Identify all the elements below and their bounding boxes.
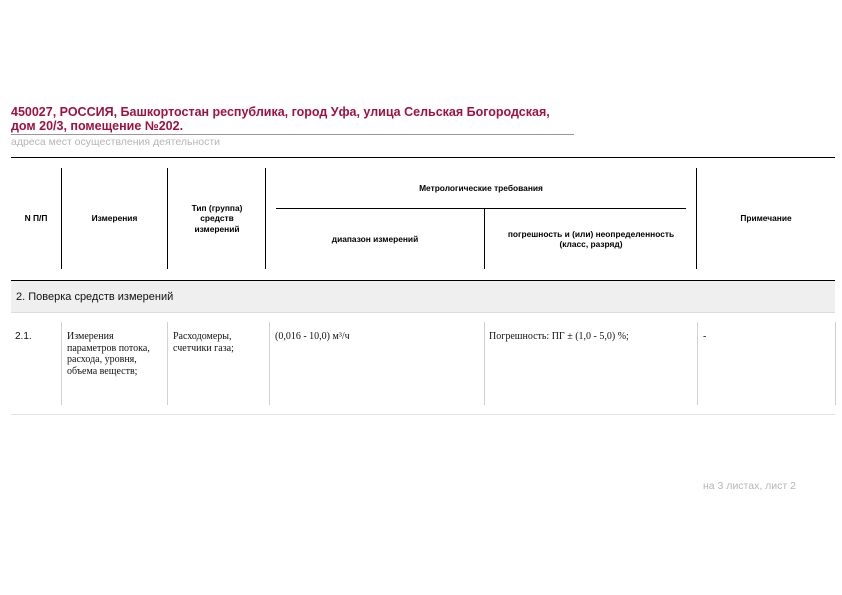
header-instrument-type: Тип (группа) средств измерений [191,202,243,234]
header-measurements: Измерения [91,213,138,224]
cell-note: - [703,331,707,342]
header-measurement-range: диапазон измерений [331,233,419,244]
address-underline [11,134,574,135]
cell-measurement-range: (0,016 - 10,0) м³/ч [275,331,350,342]
cell-num: 2.1. [15,331,32,342]
row-divider [167,322,168,405]
header-num: N П/П [24,213,48,224]
header-divider [484,208,485,269]
header-metrological-requirements: Метрологические требования [419,182,543,193]
table-bottom-border [11,414,835,415]
address-caption: адреса мест осуществления деятельности [11,136,221,148]
row-divider [484,322,485,405]
table-top-border [11,157,835,158]
row-divider [269,322,270,405]
row-divider [835,322,836,405]
organization-address [11,105,591,133]
header-divider [167,168,168,269]
header-accuracy: погрешность и (или) неопределенность (класс, разряд) [507,228,675,249]
cell-instrument-type: Расходомеры, счетчики газа; [173,331,234,354]
address-line-1: 450027, РОССИЯ, Башкортостан республика, город Уфа, улица Сельская Богородская, [11,105,550,119]
row-divider [697,322,698,405]
cell-measurements: Измерения параметров потока, расхода, уровня, объема веществ; [67,331,150,377]
cell-accuracy: Погрешность: ПГ ± (1,0 - 5,0) %; [489,331,629,342]
row-divider [61,322,62,405]
section-title: 2. Поверка средств измерений [16,291,174,303]
page-counter: на 3 листах, лист 2 [703,480,796,492]
section-header [11,281,835,313]
header-note: Примечание [740,213,792,224]
address-line-2: дом 20/3, помещение №202. [11,119,184,133]
